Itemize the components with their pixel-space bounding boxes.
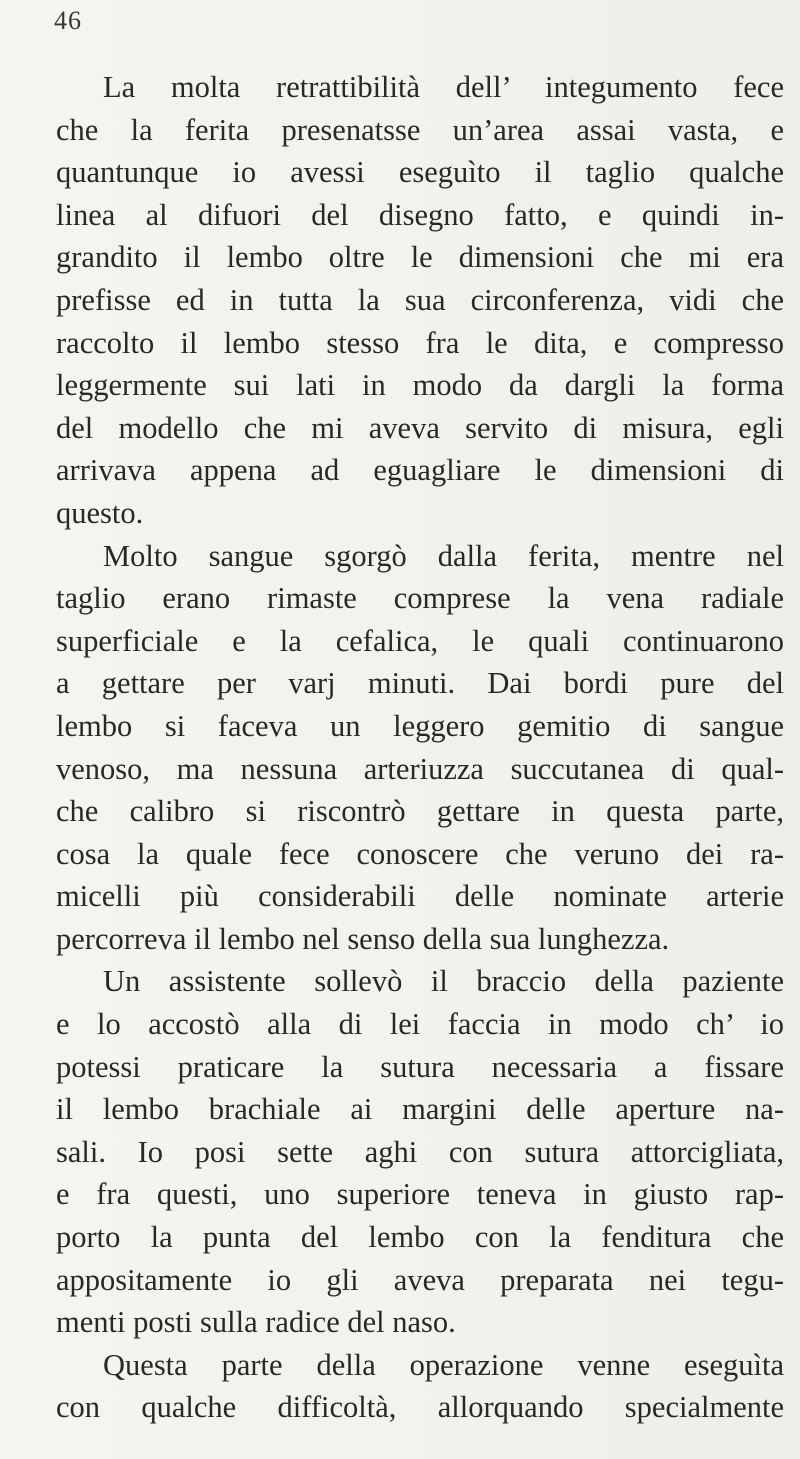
text-line: e lo accostò alla di lei faccia in modo ch’ io (56, 1007, 784, 1042)
text-line: che calibro si riscontrò gettare in questa parte, (56, 794, 784, 829)
text-line: taglio erano rimaste comprese la vena radiale (56, 581, 784, 616)
text-line: potessi praticare la sutura necessaria a fissare (56, 1049, 784, 1084)
text-line: percorreva il lembo nel senso della sua lunghezza. (56, 921, 670, 956)
text-line: il lembo brachiale ai margini delle aperture na- (56, 1092, 784, 1127)
text-line: venoso, ma nessuna arteriuzza succutanea di qual- (56, 751, 784, 786)
body-text (56, 66, 784, 1429)
text-line: porto la punta del lembo con la fenditura che (56, 1220, 784, 1255)
text-line: Molto sangue sgorgò dalla ferita, mentre nel (103, 538, 784, 573)
text-line: prefisse ed in tutta la sua circonferenza, vidi che (56, 282, 784, 317)
text-line: del modello che mi aveva servito di misura, egli (56, 410, 784, 445)
text-line: Questa parte della operazione venne eseguìta (103, 1347, 784, 1382)
text-line: e fra questi, uno superiore teneva in giusto rap- (56, 1177, 784, 1212)
text-line: leggermente sui lati in modo da dargli la forma (56, 368, 784, 403)
text-line: con qualche difficoltà, allorquando specialmente (56, 1390, 784, 1425)
text-line: raccolto il lembo stesso fra le dita, e compresso (56, 325, 784, 360)
text-line: menti posti sulla radice del naso. (56, 1305, 456, 1340)
text-line: La molta retrattibilità dell’ integumento fece (103, 70, 784, 104)
text-line: Un assistente sollevò il braccio della paziente (103, 964, 784, 999)
text-line: grandito il lembo oltre le dimensioni che mi era (56, 240, 784, 275)
text-line: cosa la quale fece conoscere che veruno dei ra- (56, 836, 784, 871)
text-line: appositamente io gli aveva preparata nei tegu- (56, 1262, 784, 1297)
text-line: linea al difuori del disegno fatto, e quindi in- (56, 197, 784, 232)
text-line: sali. Io posi sette aghi con sutura attorcigliata, (56, 1134, 784, 1169)
page-number: 46 (54, 6, 82, 35)
text-line: lembo si faceva un leggero gemitio di sangue (56, 708, 784, 743)
text-line: micelli più considerabili delle nominate arterie (56, 879, 784, 914)
text-line: questo. (56, 495, 144, 530)
text-line: arrivava appena ad eguagliare le dimensioni di (56, 453, 784, 488)
text-line: superficiale e la cefalica, le quali continuarono (56, 623, 784, 658)
text-line: quantunque io avessi eseguìto il taglio qualche (56, 155, 784, 190)
text-line: a gettare per varj minuti. Dai bordi pure del (56, 666, 784, 701)
text-line: che la ferita presenatsse un’area assai vasta, e (56, 112, 784, 147)
